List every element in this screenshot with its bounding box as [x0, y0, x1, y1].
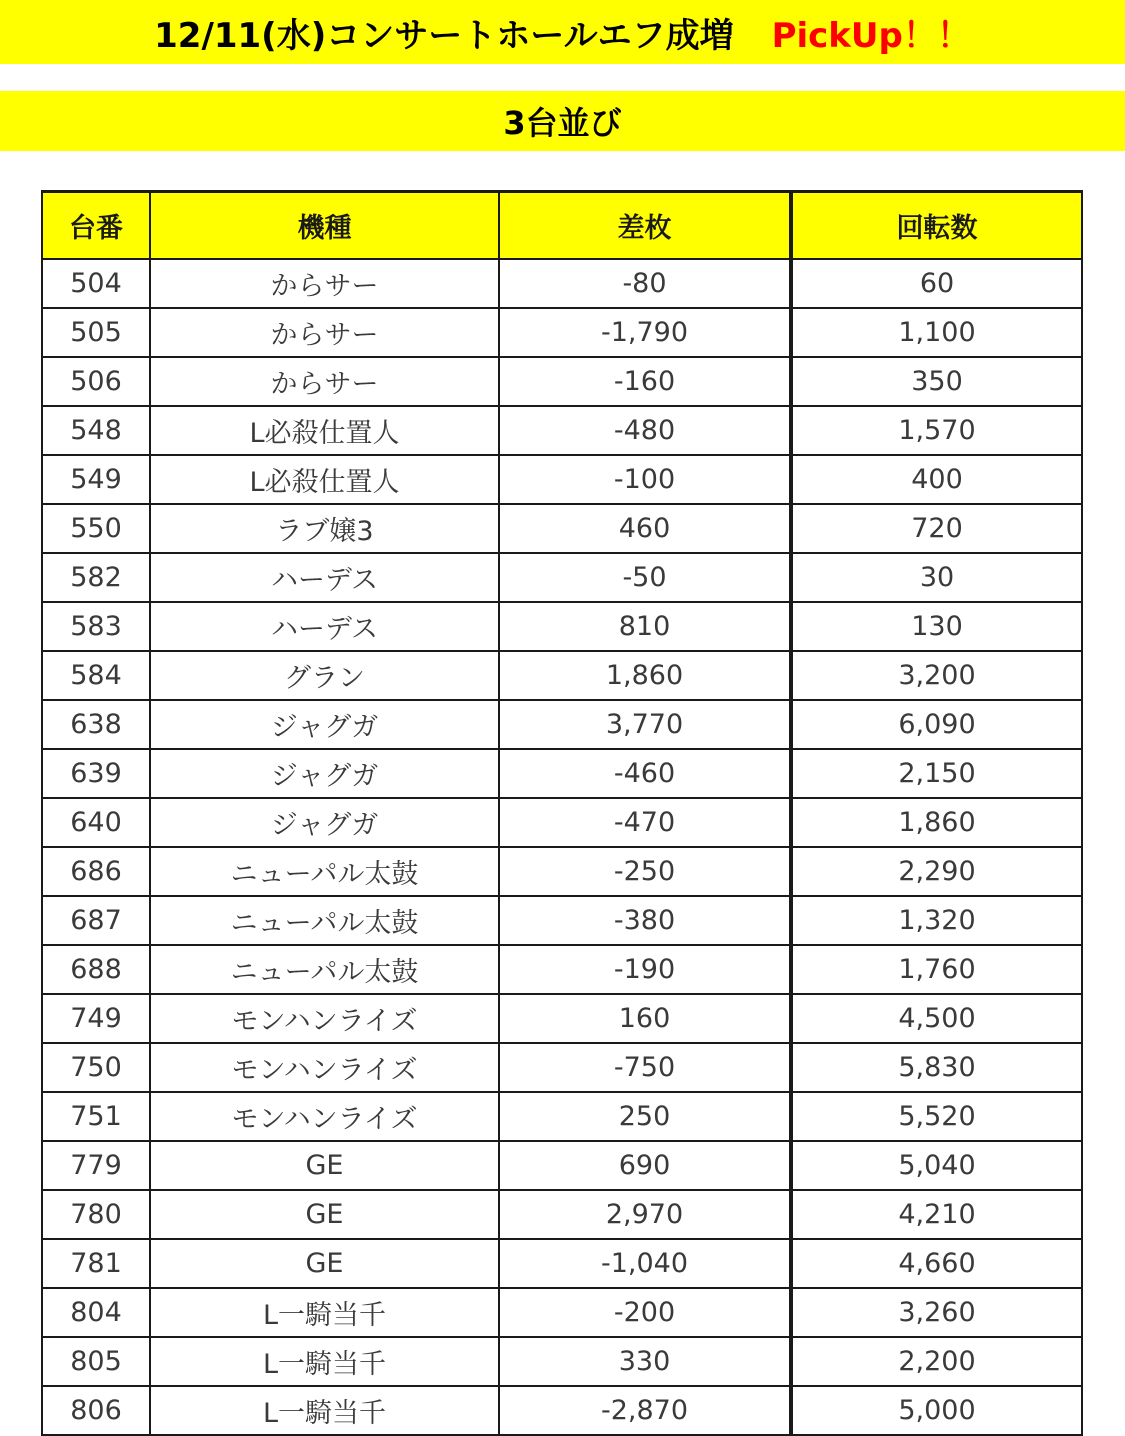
cell-coin-difference: 690	[499, 1141, 790, 1190]
table-row	[42, 1190, 1082, 1239]
cell-machine-number: 749	[42, 994, 150, 1043]
page-title: 12/11(水)コンサートホールエフ成増	[154, 15, 734, 56]
table-row	[42, 308, 1082, 357]
cell-spin-count: 5,830	[792, 1043, 1082, 1092]
cell-machine-number: 805	[42, 1337, 150, 1386]
cell-machine-number: 639	[42, 749, 150, 798]
cell-model: L必殺仕置人	[150, 455, 499, 504]
table-row	[42, 1043, 1082, 1092]
cell-machine-number: 780	[42, 1190, 150, 1239]
cell-coin-difference: 1,860	[499, 651, 790, 700]
column-header-machine-number: 台番	[42, 192, 150, 260]
cell-spin-count: 350	[792, 357, 1082, 406]
cell-spin-count: 1,320	[792, 896, 1082, 945]
table-row	[42, 798, 1082, 847]
column-header-spin-count: 回転数	[792, 192, 1082, 260]
cell-spin-count: 5,040	[792, 1141, 1082, 1190]
cell-spin-count: 1,570	[792, 406, 1082, 455]
cell-machine-number: 582	[42, 553, 150, 602]
cell-coin-difference: -190	[499, 945, 790, 994]
results-table	[41, 190, 1083, 1436]
cell-spin-count: 400	[792, 455, 1082, 504]
cell-spin-count: 6,090	[792, 700, 1082, 749]
cell-model: ニューパル太鼓	[150, 896, 499, 945]
cell-coin-difference: -80	[499, 259, 790, 308]
cell-coin-difference: 2,970	[499, 1190, 790, 1239]
table-row	[42, 1386, 1082, 1435]
cell-model: からサー	[150, 357, 499, 406]
table-row	[42, 455, 1082, 504]
subtitle-banner	[0, 91, 1125, 151]
cell-spin-count: 4,500	[792, 994, 1082, 1043]
table-row	[42, 259, 1082, 308]
table-row	[42, 847, 1082, 896]
cell-model: ハーデス	[150, 553, 499, 602]
cell-coin-difference: -480	[499, 406, 790, 455]
cell-model: からサー	[150, 308, 499, 357]
cell-spin-count: 1,100	[792, 308, 1082, 357]
cell-coin-difference: -380	[499, 896, 790, 945]
cell-machine-number: 550	[42, 504, 150, 553]
page-subtitle: 3台並び	[503, 104, 622, 142]
cell-machine-number: 505	[42, 308, 150, 357]
cell-model: ニューパル太鼓	[150, 945, 499, 994]
title-banner	[0, 0, 1125, 64]
cell-coin-difference: -250	[499, 847, 790, 896]
cell-model: モンハンライズ	[150, 1043, 499, 1092]
pickup-label: PickUp！！	[771, 15, 971, 56]
cell-coin-difference: 3,770	[499, 700, 790, 749]
cell-machine-number: 750	[42, 1043, 150, 1092]
cell-model: GE	[150, 1190, 499, 1239]
cell-coin-difference: 160	[499, 994, 790, 1043]
results-table-container	[41, 190, 1083, 1436]
cell-spin-count: 4,660	[792, 1239, 1082, 1288]
table-row	[42, 945, 1082, 994]
cell-model: ハーデス	[150, 602, 499, 651]
cell-coin-difference: -200	[499, 1288, 790, 1337]
cell-spin-count: 1,760	[792, 945, 1082, 994]
cell-model: L必殺仕置人	[150, 406, 499, 455]
cell-coin-difference: 810	[499, 602, 790, 651]
cell-machine-number: 548	[42, 406, 150, 455]
cell-model: ジャグガ	[150, 798, 499, 847]
cell-machine-number: 686	[42, 847, 150, 896]
cell-spin-count: 3,260	[792, 1288, 1082, 1337]
cell-spin-count: 5,520	[792, 1092, 1082, 1141]
cell-coin-difference: -750	[499, 1043, 790, 1092]
table-row	[42, 1141, 1082, 1190]
table-row	[42, 553, 1082, 602]
cell-coin-difference: -50	[499, 553, 790, 602]
table-row	[42, 896, 1082, 945]
cell-model: GE	[150, 1239, 499, 1288]
cell-machine-number: 506	[42, 357, 150, 406]
cell-model: L一騎当千	[150, 1288, 499, 1337]
cell-spin-count: 2,200	[792, 1337, 1082, 1386]
table-row	[42, 994, 1082, 1043]
cell-model: からサー	[150, 259, 499, 308]
cell-model: モンハンライズ	[150, 994, 499, 1043]
table-row	[42, 504, 1082, 553]
cell-machine-number: 687	[42, 896, 150, 945]
cell-spin-count: 2,150	[792, 749, 1082, 798]
cell-machine-number: 779	[42, 1141, 150, 1190]
cell-coin-difference: -1,040	[499, 1239, 790, 1288]
cell-coin-difference: 330	[499, 1337, 790, 1386]
cell-machine-number: 584	[42, 651, 150, 700]
cell-machine-number: 638	[42, 700, 150, 749]
cell-spin-count: 2,290	[792, 847, 1082, 896]
cell-model: L一騎当千	[150, 1337, 499, 1386]
table-body	[42, 259, 1082, 1435]
cell-coin-difference: -100	[499, 455, 790, 504]
cell-machine-number: 549	[42, 455, 150, 504]
table-row	[42, 700, 1082, 749]
cell-spin-count: 1,860	[792, 798, 1082, 847]
cell-model: ニューパル太鼓	[150, 847, 499, 896]
cell-spin-count: 60	[792, 259, 1082, 308]
column-header-model: 機種	[150, 192, 499, 260]
table-row	[42, 602, 1082, 651]
cell-machine-number: 583	[42, 602, 150, 651]
table-row	[42, 749, 1082, 798]
cell-spin-count: 30	[792, 553, 1082, 602]
cell-spin-count: 3,200	[792, 651, 1082, 700]
cell-coin-difference: 250	[499, 1092, 790, 1141]
cell-spin-count: 130	[792, 602, 1082, 651]
cell-machine-number: 781	[42, 1239, 150, 1288]
cell-machine-number: 504	[42, 259, 150, 308]
table-row	[42, 357, 1082, 406]
cell-coin-difference: -2,870	[499, 1386, 790, 1435]
cell-model: GE	[150, 1141, 499, 1190]
cell-spin-count: 720	[792, 504, 1082, 553]
cell-coin-difference: -470	[499, 798, 790, 847]
cell-machine-number: 804	[42, 1288, 150, 1337]
column-header-coin-difference: 差枚	[499, 192, 790, 260]
cell-coin-difference: -1,790	[499, 308, 790, 357]
table-row	[42, 1239, 1082, 1288]
cell-model: モンハンライズ	[150, 1092, 499, 1141]
cell-coin-difference: -160	[499, 357, 790, 406]
cell-machine-number: 640	[42, 798, 150, 847]
table-header-row	[42, 192, 1082, 260]
cell-spin-count: 4,210	[792, 1190, 1082, 1239]
cell-machine-number: 688	[42, 945, 150, 994]
cell-spin-count: 5,000	[792, 1386, 1082, 1435]
cell-model: ジャグガ	[150, 749, 499, 798]
table-row	[42, 651, 1082, 700]
table-row	[42, 406, 1082, 455]
cell-machine-number: 751	[42, 1092, 150, 1141]
cell-model: ラブ嬢3	[150, 504, 499, 553]
cell-machine-number: 806	[42, 1386, 150, 1435]
cell-model: ジャグガ	[150, 700, 499, 749]
table-row	[42, 1092, 1082, 1141]
cell-coin-difference: -460	[499, 749, 790, 798]
table-row	[42, 1337, 1082, 1386]
table-row	[42, 1288, 1082, 1337]
cell-model: グラン	[150, 651, 499, 700]
cell-coin-difference: 460	[499, 504, 790, 553]
cell-model: L一騎当千	[150, 1386, 499, 1435]
